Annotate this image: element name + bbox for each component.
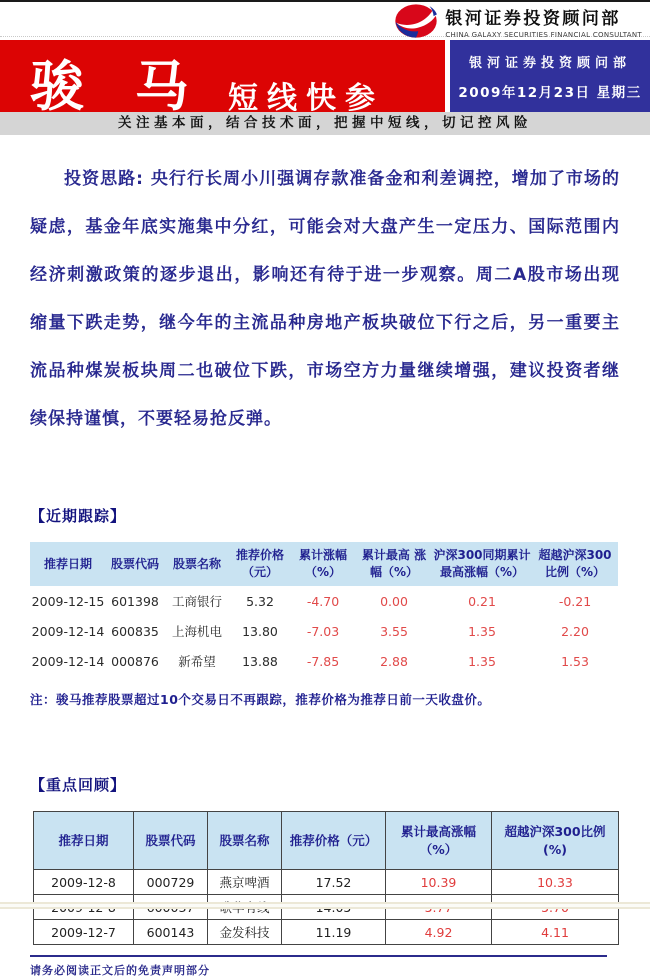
table-row (30, 646, 618, 676)
cell-price: 5.32 (246, 593, 274, 609)
banner-department: 银河证券投资顾问部 (468, 55, 631, 71)
cell-excess: 10.33 (492, 870, 619, 895)
logo-title: 银河证券投资顾问部 (445, 8, 621, 29)
cell-max-gain: 0.00 (380, 593, 408, 609)
table-row (30, 616, 618, 646)
cell-code: 601398 (111, 593, 159, 609)
tagline-strip: 关注基本面，结合技术面，把握中短线，切记控风险 (0, 112, 650, 135)
cell-cum-change: -7.03 (306, 623, 340, 639)
recent-tracking-header (30, 542, 618, 586)
cell-hs300-gain: 0.21 (468, 593, 496, 609)
report-body (0, 155, 650, 978)
cell-excess: -0.21 (558, 593, 592, 609)
column-header: 超越沪深300比例(%) (492, 812, 619, 870)
column-header: 累计涨幅 （%） (290, 542, 356, 586)
section-title-key-review: 【重点回顾】 (30, 776, 127, 794)
masthead (0, 2, 650, 37)
cell-date: 2009-12-8 (34, 870, 134, 895)
cell-code: 000876 (111, 653, 159, 669)
column-header: 累计最高涨幅 （%） (386, 812, 492, 870)
column-header: 超越沪深300 比例（%） (532, 542, 618, 586)
product-title: 短线快参 (228, 81, 384, 116)
section-title-recent-tracking: 【近期跟踪】 (30, 507, 127, 525)
column-header: 推荐价格 （元） (230, 542, 290, 586)
cell-excess: 4.11 (492, 920, 619, 945)
column-header: 累计最高 涨幅（%） (356, 542, 432, 586)
company-logo (393, 3, 642, 39)
cell-stock-name: 新希望 (178, 654, 216, 669)
cell-price: 11.19 (282, 920, 386, 945)
investment-idea-paragraph (30, 155, 620, 443)
cell-hs300-gain: 1.35 (468, 653, 496, 669)
cell-date: 2009-12-14 (31, 653, 105, 669)
cell-stock-name: 上海机电 (171, 624, 222, 639)
recent-tracking-table (30, 542, 618, 676)
key-review-header (34, 812, 619, 870)
footer-divider (30, 955, 607, 957)
cell-hs300-gain: 1.35 (468, 623, 496, 639)
banner-date: 2009年12月23日 星期三 (458, 84, 642, 101)
key-review-table (33, 811, 619, 945)
table-row (34, 870, 619, 895)
cell-max-gain: 3.55 (380, 623, 408, 639)
title-banner (0, 40, 650, 118)
cell-max-gain: 2.88 (380, 653, 408, 669)
column-header: 股票代码 (134, 812, 208, 870)
cell-cum-change: -7.85 (306, 653, 340, 669)
cell-stock-name: 燕京啤酒 (208, 870, 282, 895)
cell-max-gain: 4.92 (386, 920, 492, 945)
tracking-note: 注：骏马推荐股票超过10个交易日不再跟踪，推荐价格为推荐日前一天收盘价。 (30, 692, 491, 707)
column-header: 推荐日期 (34, 812, 134, 870)
banner-right (450, 40, 650, 112)
cell-date: 2009-12-7 (34, 920, 134, 945)
table-row (34, 920, 619, 945)
column-header: 股票代码 (106, 542, 164, 586)
column-header: 推荐日期 (30, 542, 106, 586)
column-header: 股票名称 (164, 542, 230, 586)
column-header: 推荐价格（元） (282, 812, 386, 870)
cell-code: 600143 (134, 920, 208, 945)
column-header: 沪深300同期累计 最高涨幅（%） (432, 542, 532, 586)
logo-subtitle: CHINA GALAXY SECURITIES FINANCIAL CONSULTANT (445, 30, 642, 39)
cell-date: 2009-12-15 (31, 593, 105, 609)
cell-code: 000729 (134, 870, 208, 895)
disclaimer-note: 请务必阅读正文后的免责声明部分 (30, 964, 210, 977)
cell-excess: 2.20 (561, 623, 589, 639)
galaxy-logo-icon (393, 3, 439, 39)
cell-price: 13.88 (242, 653, 278, 669)
cell-cum-change: -4.70 (306, 593, 340, 609)
investment-idea-text: 央行行长周小川强调存款准备金和利差调控，增加了市场的疑虑，基金年底实施集中分红，可能会对大盘产生一定压力、国际范围内经济刺激政策的逐步退出，影响还有待于进一步观察。周二A股市场出现缩量下跌走势，继今年的主流品种房地产板块破位下行之后，另一重要主流品种煤炭板块周二也破位下跌，市场空方力量继续增强，建议投资者继续保持谨慎，不要轻易抢反弹。 (30, 169, 620, 429)
cell-stock-name: 工商银行 (171, 594, 222, 609)
cell-price: 13.80 (242, 623, 278, 639)
investment-idea-label: 投资思路: (64, 169, 144, 189)
table-row (30, 586, 618, 616)
bottom-edge-strip (0, 902, 650, 909)
cell-max-gain: 10.39 (386, 870, 492, 895)
cell-code: 600835 (111, 623, 159, 639)
cell-excess: 1.53 (561, 653, 589, 669)
cell-date: 2009-12-14 (31, 623, 105, 639)
cell-stock-name: 金发科技 (208, 920, 282, 945)
cell-price: 17.52 (282, 870, 386, 895)
logo-text-block (445, 4, 642, 39)
column-header: 股票名称 (208, 812, 282, 870)
banner-left (0, 40, 445, 118)
brand-title: 骏 马 (30, 55, 205, 118)
